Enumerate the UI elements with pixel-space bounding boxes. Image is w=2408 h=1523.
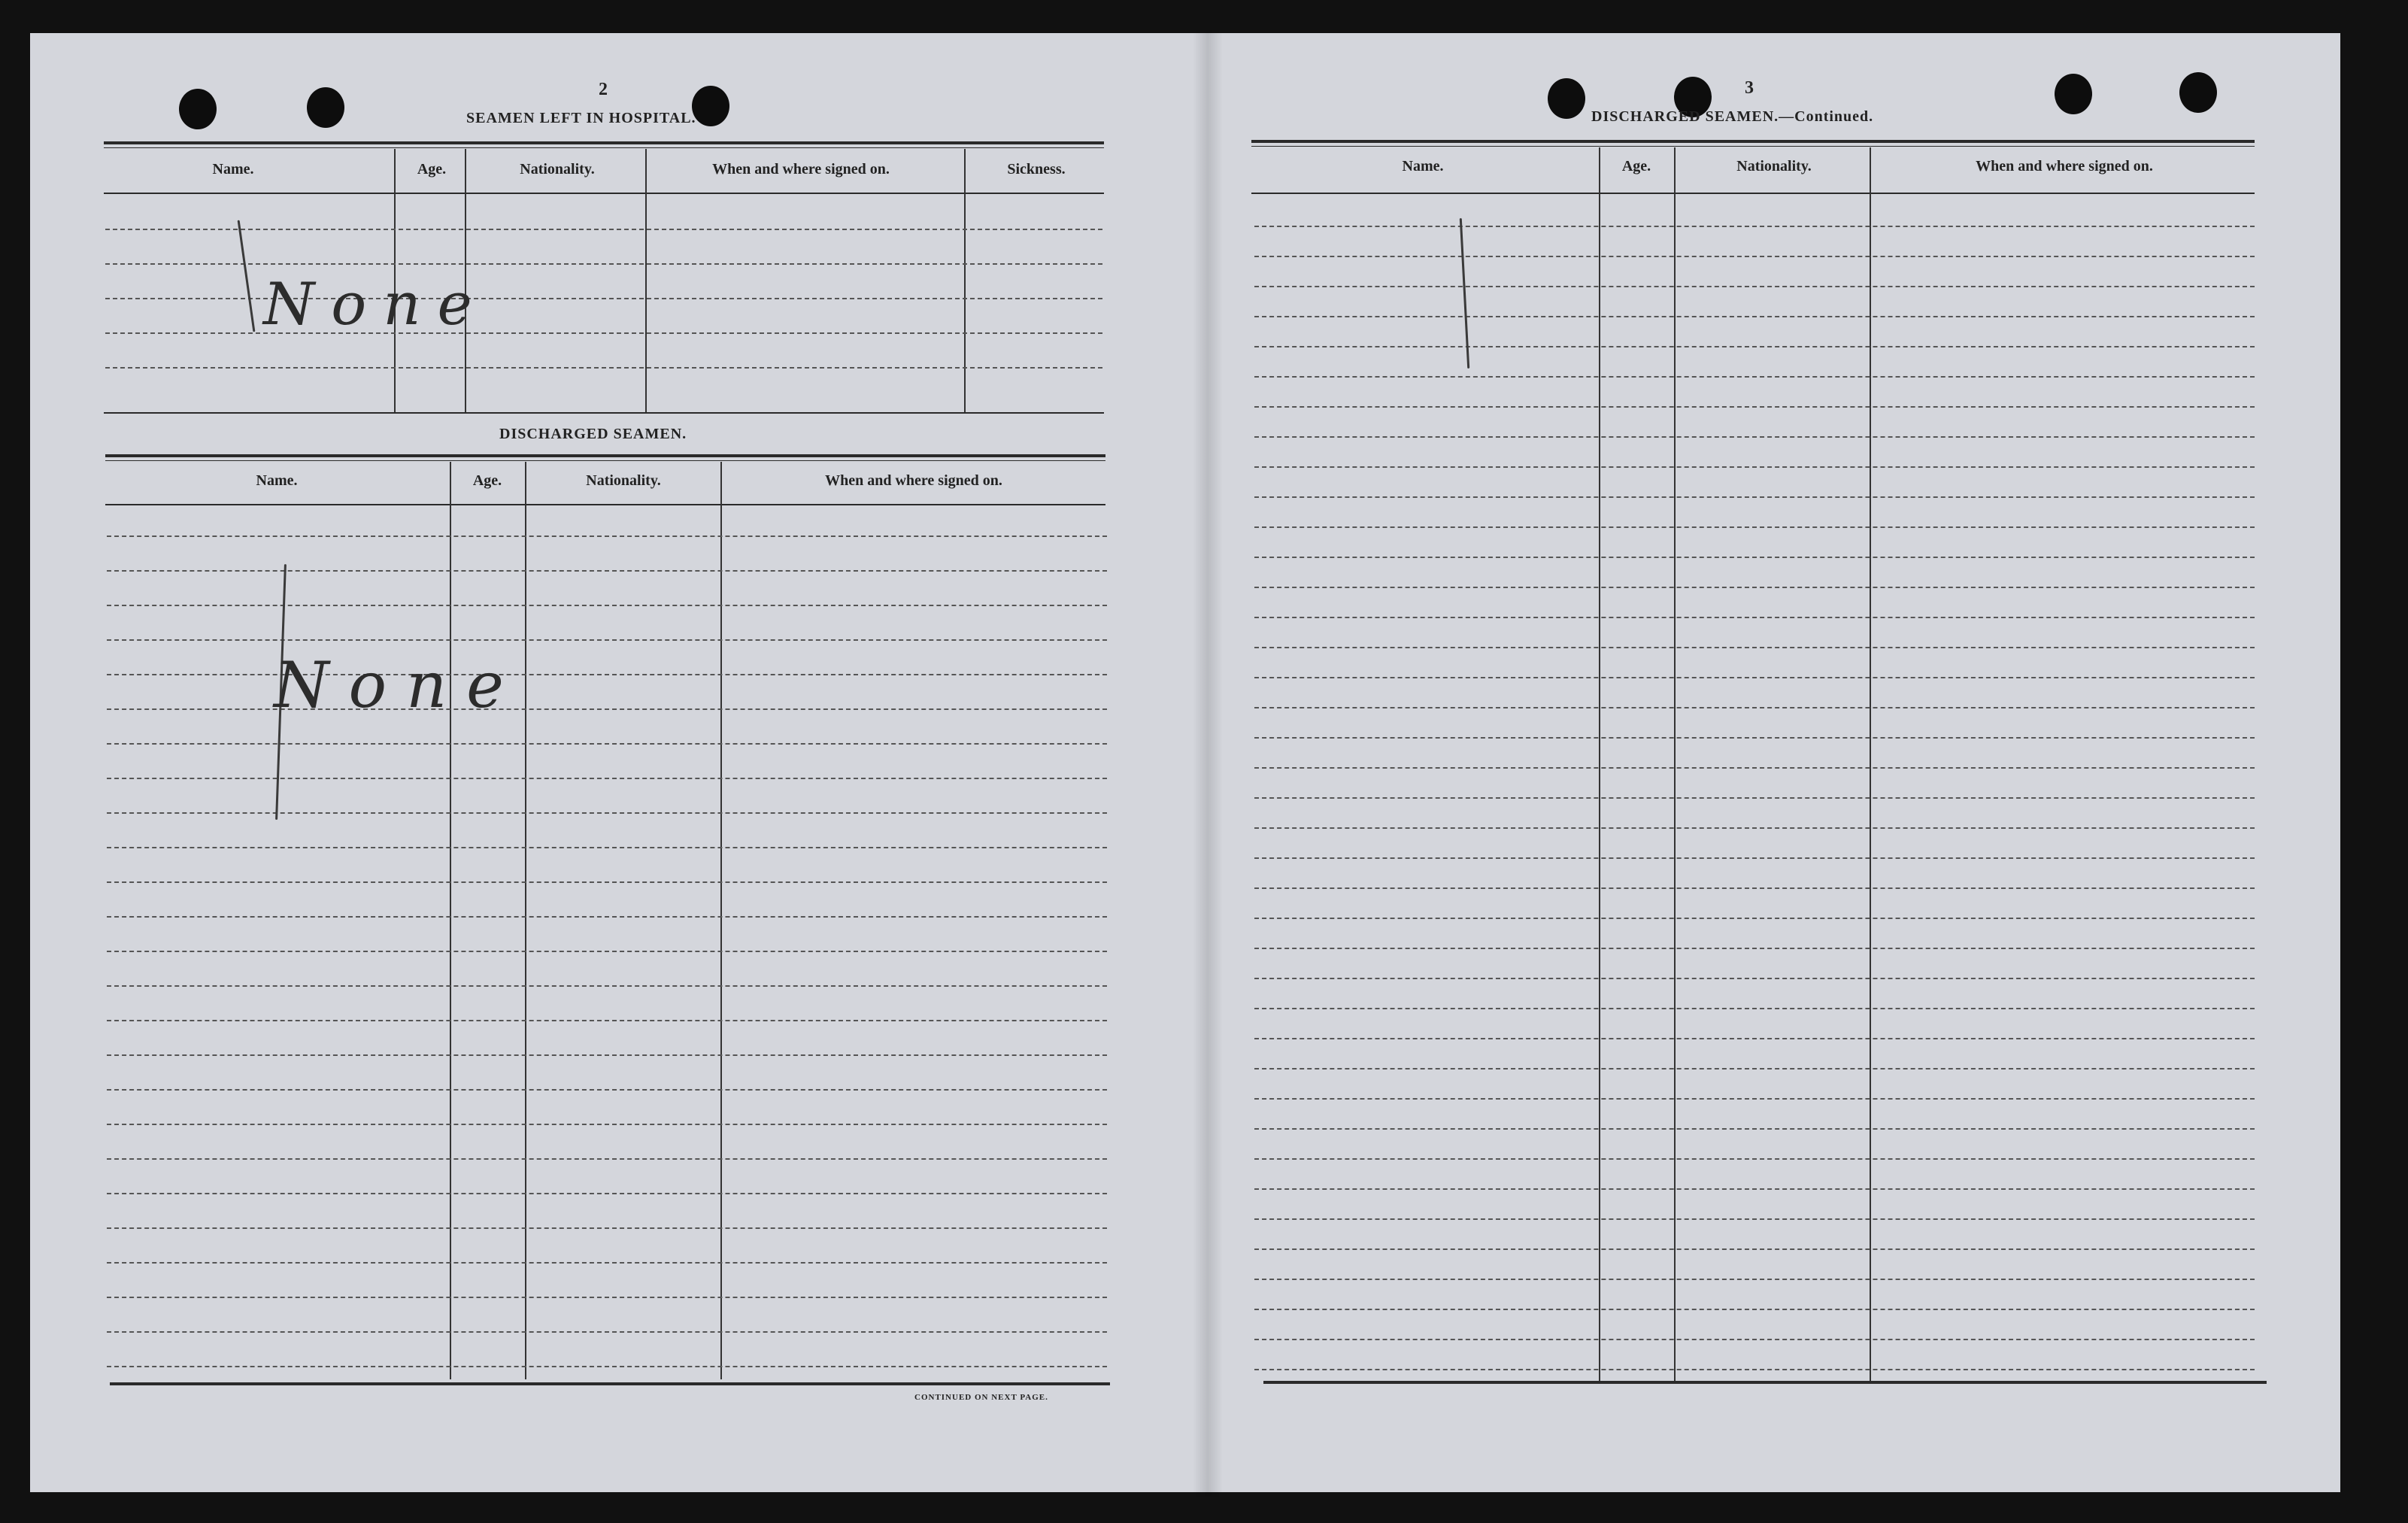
hospital-col-when-where: When and where signed on. [712,161,890,177]
discharged-section-title: DISCHARGED SEAMEN. [499,426,687,442]
entry-line [1254,948,2255,949]
continued-top-rule-thin [1251,146,2255,147]
entry-line [105,229,1102,230]
entry-line [1254,1248,2255,1250]
page-number-left: 2 [599,80,608,99]
discharged-top-rule [105,454,1105,457]
hospital-col-age: Age. [417,161,447,177]
page-number-right: 3 [1745,78,1754,98]
entry-line [107,1193,1107,1194]
entry-line [1254,466,2255,468]
entry-line [1254,1068,2255,1069]
entry-line [105,298,1102,299]
entry-line [107,1366,1107,1367]
entry-line [1254,1038,2255,1039]
entry-line [107,881,1107,883]
entry-line [107,535,1107,537]
punch-hole [307,87,344,128]
continued-col-nationality: Nationality. [1736,158,1812,174]
entry-line [1254,767,2255,769]
entry-line [1254,226,2255,227]
hospital-top-rule [104,141,1104,144]
entry-line [1254,1339,2255,1340]
entry-line [107,639,1107,641]
entry-line [107,1089,1107,1091]
hospital-header-rule [104,193,1104,194]
entry-line [1254,918,2255,919]
entry-line [107,743,1107,745]
discharged-col-age: Age. [472,472,502,489]
entry-line [107,1262,1107,1264]
continued-col-age: Age. [1621,158,1651,174]
hospital-col-sickness: Sickness. [1007,161,1066,177]
entry-line [107,1227,1107,1229]
entry-line [1254,406,2255,408]
hospital-col-divider [964,149,966,412]
entry-line [107,1020,1107,1021]
entry-line [107,1331,1107,1333]
continued-col-name: Name. [1402,158,1444,174]
discharged-top-rule-thin [105,460,1105,461]
entry-line [1254,978,2255,979]
handwritten-none-hospital: None [263,271,489,338]
discharged-col-divider [720,462,722,1379]
hospital-section-title: SEAMEN LEFT IN HOSPITAL. [466,110,696,126]
punch-hole [1548,78,1585,119]
hospital-col-nationality: Nationality. [520,161,595,177]
continued-header-rule [1251,193,2255,194]
entry-line [1254,707,2255,708]
discharged-col-divider [525,462,526,1379]
entry-line [1254,737,2255,739]
discharged-bottom-rule [110,1382,1110,1385]
punch-hole [692,86,729,126]
entry-line [107,916,1107,918]
entry-line [107,605,1107,606]
punch-hole [179,89,217,129]
punch-hole [2055,74,2092,114]
entry-line [1254,1158,2255,1160]
entry-line [107,1297,1107,1298]
hospital-col-divider [645,149,647,412]
entry-line [1254,557,2255,558]
entry-line [1254,526,2255,528]
entry-line [1254,346,2255,347]
page-fold-shadow [1193,30,1223,1497]
entry-line [1254,1279,2255,1280]
entry-line [1254,1309,2255,1310]
continued-col-divider [1870,147,1871,1381]
entry-line [1254,436,2255,438]
entry-line [1254,376,2255,378]
discharged-col-nationality: Nationality. [586,472,661,489]
continued-top-rule [1251,140,2255,143]
entry-line [1254,857,2255,859]
entry-line [1254,256,2255,257]
entry-line [105,263,1102,265]
entry-line [1254,1128,2255,1130]
entry-line [1254,827,2255,829]
entry-line [1254,286,2255,287]
entry-line [105,367,1102,369]
discharged-header-rule [105,504,1105,505]
entry-line [1254,496,2255,498]
entry-line [1254,617,2255,618]
discharged-col-when-where: When and where signed on. [825,472,1002,489]
entry-line [1254,1008,2255,1009]
discharged-col-name: Name. [256,472,298,489]
entry-line [1254,1098,2255,1100]
entry-line [107,985,1107,987]
entry-line [107,847,1107,848]
entry-line [107,1054,1107,1056]
discharged-continued-title: DISCHARGED SEAMEN.—Continued. [1591,108,1874,125]
continued-col-when-where: When and where signed on. [1976,158,2153,174]
handwritten-none-discharged: None [274,648,523,722]
entry-line [1254,316,2255,317]
continued-col-divider [1674,147,1676,1381]
entry-line [107,778,1107,779]
punch-hole [2179,72,2217,113]
entry-line [1254,587,2255,588]
entry-line [107,951,1107,952]
discharged-col-divider [450,462,451,1379]
entry-line [105,332,1102,334]
entry-line [1254,1218,2255,1220]
entry-line [107,1124,1107,1125]
entry-line [1254,797,2255,799]
hospital-col-name: Name. [212,161,254,177]
continued-bottom-rule [1263,1381,2267,1384]
entry-line [1254,887,2255,889]
entry-line [107,812,1107,814]
entry-line [107,708,1107,710]
entry-line [1254,1369,2255,1370]
scanned-document [30,33,2340,1492]
entry-line [1254,677,2255,678]
continued-note: CONTINUED ON NEXT PAGE. [914,1393,1048,1402]
entry-line [107,1158,1107,1160]
continued-col-divider [1599,147,1600,1381]
entry-line [107,674,1107,675]
entry-line [1254,1188,2255,1190]
entry-line [1254,647,2255,648]
hospital-top-rule-thin [104,147,1104,148]
hospital-bottom-rule [104,412,1104,414]
entry-line [107,570,1107,572]
